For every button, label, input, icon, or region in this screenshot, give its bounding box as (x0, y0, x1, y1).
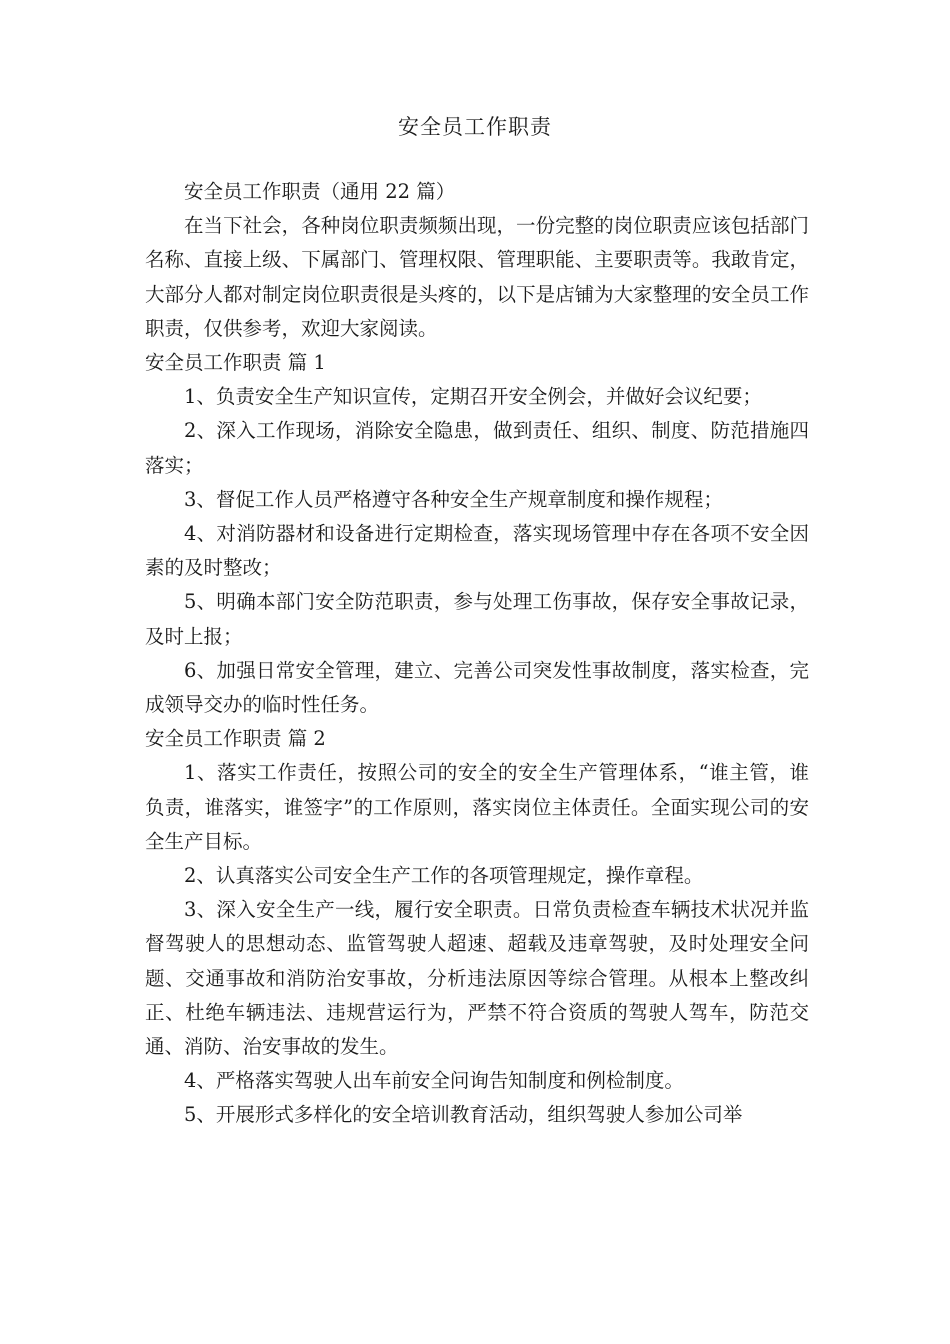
list-item: 3、深入安全生产一线，履行安全职责。日常负责检查车辆技术状况并监督驾驶人的思想动态、监管驾驶人超速、超载及违章驾驶，及时处理安全问题、交通事故和消防治安事故，分析违法原因等综合管理。从根本上整改纠正、杜绝车辆违法、违规营运行为，严禁不符合资质的驾驶人驾车，防范交通、消防、治安事故的发生。 (145, 898, 809, 1059)
list-item: 1、负责安全生产知识宣传，定期召开安全例会，并做好会议纪要； (184, 385, 762, 409)
section-heading: 安全员工作职责 篇 2 (145, 727, 326, 751)
list-item: 1、落实工作责任，按照公司的安全的安全生产管理体系，“谁主管，谁负责，谁落实，谁签字”的工作原则，落实岗位主体责任。全面实现公司的安全生产目标。 (145, 761, 809, 853)
list-item: 5、明确本部门安全防范职责，参与处理工伤事故，保存安全事故记录，及时上报； (145, 590, 809, 648)
document-subtitle: 安全员工作职责（通用 22 篇） (184, 180, 456, 203)
section-heading: 安全员工作职责 篇 1 (145, 351, 326, 375)
intro-paragraph: 在当下社会，各种岗位职责频频出现，一份完整的岗位职责应该包括部门名称、直接上级、下属部门、管理权限、管理职能、主要职责等。我敢肯定，大部分人都对制定岗位职责很是头疼的，以下是店铺为大家整理的安全员工作职责，仅供参考，欢迎大家阅读。 (145, 214, 809, 340)
list-item: 6、加强日常安全管理，建立、完善公司突发性事故制度，落实检查，完成领导交办的临时性任务。 (145, 658, 809, 717)
document-body (145, 175, 809, 1133)
document-title: 安全员工作职责 (398, 115, 552, 139)
list-item: 5、开展形式多样化的安全培训教育活动，组织驾驶人参加公司举 (184, 1103, 743, 1127)
list-item: 3、督促工作人员严格遵守各种安全生产规章制度和操作规程； (184, 487, 723, 511)
list-item: 4、对消防器材和设备进行定期检查，落实现场管理中存在各项不安全因素的及时整改； (145, 522, 809, 580)
list-item: 2、认真落实公司安全生产工作的各项管理规定，操作章程。 (184, 864, 704, 888)
list-item: 4、严格落实驾驶人出车前安全问询告知制度和例检制度。 (184, 1069, 684, 1093)
list-item: 2、深入工作现场，消除安全隐患，做到责任、组织、制度、防范措施四落实； (145, 419, 809, 477)
